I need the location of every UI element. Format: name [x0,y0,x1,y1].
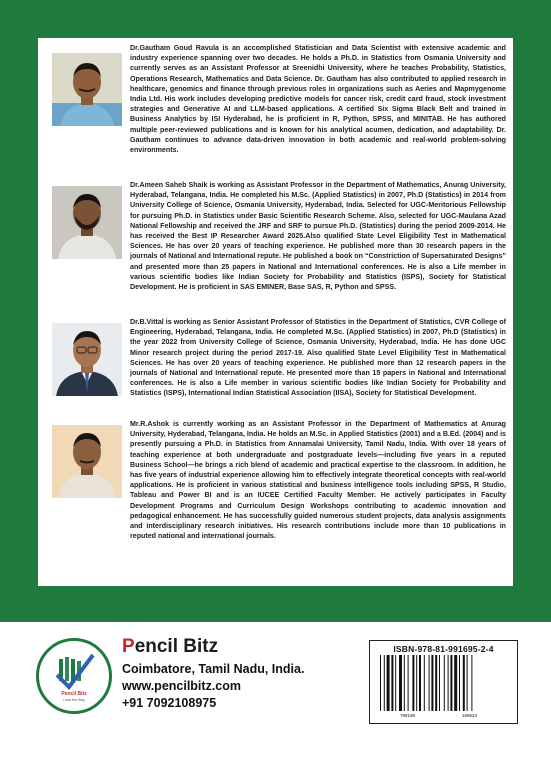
bio-text-ameen: Dr.Ameen Saheb Shaik is working as Assistant Professor in the Department of Mathematics, Anurag University, Hyderabad, Telangana, India. He completed his M.Sc. (Applied Statistics) in 2007, Ph.D (Statistics) in 2014 from University College of Science, Osmania University, Hyderabad, India. Selected for UGC-Meritorious Fellowship for pursuing Ph.D. in Statistics under Basic Scientific Research Scheme. Also, selected for UGC-Maulana Azad National Fellowship and received the JRF and SRF to pursue Ph.D. (Statistics) during the period 2009-2014. He has received the Best IP Researcher Award 2025.Also qualified State Level Eligibility Test in Mathematical Sciences. He has over 20 years of teaching experience. He published more than 30 research papers in the journals of National and International repute. He published a book on “Constriction of Supersaturated Designs” and presented more than 25 papers in National and International conferences. He is also a Life member in various scientific bodies like Indian Society for Probability and Statistics (ISPS), Society for Statistical Development. He is proficient in SAS EMINER, Base SAS, R, Python and SPSS. [130,181,507,292]
bio-panel [38,38,513,586]
publisher-footer [0,622,551,781]
author-photo-gautham [52,53,122,126]
bio-text-gautham: Dr.Gautham Goud Ravula is an accomplished Statistician and Data Scientist with extensive academic and industry experience spanning over two decades. He holds a Ph.D. in Statistics from Osmania University and currently serves as an Assistant Professor at Sreenidhi University, where he teaches Probability, Statistics, Operations Research, Mathematics and Data Science. Dr. Gautham has also contributed to applied research in healthcare, genomics and finance through previous roles in organizations such as Aeries and Mapmygenome India Ltd. His work includes developing predictive models for cancer risk, credit card fraud, stock investment strategies and Generative AI and LLM-based applications. A certified Six Sigma Black Belt and trained in Business Analytics by ISI Hyderabad, he is proficient in R, Python, SPSS, and MINITAB. He has authored multiple peer-reviewed publications and is known for his analytical acumen, dedication, and adaptability. Dr. Gautham continues to advance data-driven innovation in both academic and real-world problem-solving environments. [130,44,506,155]
publisher-phone: +91 7092108975 [122,696,217,710]
pencil-check-icon [39,647,109,697]
publisher-website[interactable]: www.pencilbitz.com [122,679,241,693]
barcode-right-digits: 169524 [462,713,478,718]
publisher-name [122,636,218,658]
publisher-logo [36,638,112,714]
publisher-name-initial: P [122,636,135,657]
isbn-label: ISBN-978-81-991695-2-4 [393,644,494,654]
bio-text-ashok: Mr.R.Ashok is currently working as an Assistant Professor in the Department of Mathematics at Anurag University, Hyderabad, Telangana, India. He holds an M.Sc. in Applied Statistics (2001) and a B.Ed. (2004) and is presently pursuing a Ph.D. in Statistics from Annamalai University, Tamil Nadu, India. With over 18 years of teaching experience at both undergraduate and postgraduate levels—including five years in a reputed Business School—he brings a rich blend of academic and practical expertise to the classroom. In addition, he has five years of industrial experience allowing him to effectively integrate theoretical concepts with real-world applications. He is proficient in various statistical and business intelligence tools including SPSS, R Studio, Tableau and Power BI and is an IUCEE Certified Faculty Member. He actively participates in Faculty Development Programs and Curriculum Design Workshops contributing to academic innovation and pedagogical enhancement. He has successfully guided numerous student projects, data analysis assignments and interdisciplinary research initiatives. His research contributions include more than 10 publications in reputed national and international journals. [130,420,506,541]
barcode-left-digits: 788199 [400,713,416,718]
logo-tagline: Lead the Way [63,698,85,702]
author-photo-ameen [52,186,122,259]
logo-text: Pencil Bitz [61,691,87,697]
author-photo-vittal [52,323,122,396]
barcode-icon [380,655,507,713]
publisher-location: Coimbatore, Tamil Nadu, India. [122,662,305,676]
bio-text-vittal: Dr.B.Vittal is working as Senior Assistant Professor of Statistics in the Department of Statistics, CVR College of Engineering, Hyderabad, Telangana, India. He completed M.Sc. (Applied Statistics) in 2007, Ph.D (Statistics) in the year 2022 from University College of Science, Osmania University, Hyderabad, India. He has done UGC Minor research project during the period 2017-19. Also qualified State Level Eligibility Test in Mathematical Sciences. He has over 20 years of teaching experience. He published more than 12 research papers in the journals of National and International repute. He presented more than 15 papers in National and International conferences. He is also a Life member in various scientific bodies like Indian Society for Probability and Statistics (ISPS), International Indian Statistical Association (IISA), Society for Statistical Development. [130,318,506,398]
author-photo-ashok [52,425,122,498]
publisher-name-rest: encil Bitz [134,636,219,657]
isbn-barcode-box [369,640,518,724]
